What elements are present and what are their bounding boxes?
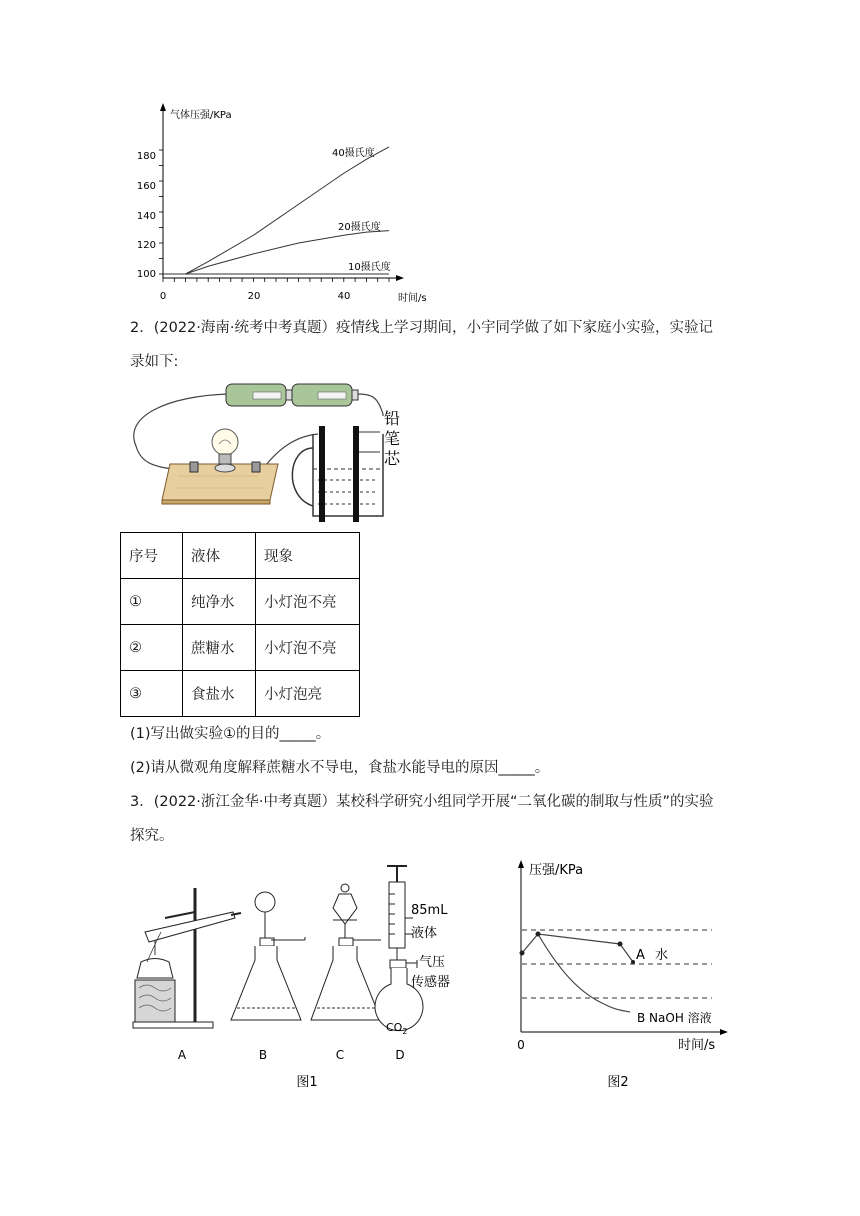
battery	[226, 384, 292, 406]
figure-2-caption: 图2	[607, 1075, 629, 1090]
apparatus-label-c: C	[335, 1048, 345, 1062]
y-tick-label: 180	[136, 151, 156, 162]
q2-stem-line2: 录如下:	[130, 354, 179, 370]
curve-point	[520, 951, 525, 956]
table-header: 现象	[256, 533, 360, 579]
table-cell: 食盐水	[183, 671, 256, 717]
pencil-lead	[353, 426, 359, 522]
board-side	[162, 500, 270, 504]
x-axis-arrow	[396, 275, 404, 281]
y-tick-label: 120	[136, 240, 156, 251]
wire	[134, 394, 228, 474]
x-tick-label: 0	[159, 291, 167, 302]
apparatus-label-b: B	[258, 1048, 268, 1062]
battery	[292, 384, 358, 406]
terminal	[190, 462, 198, 472]
table-cell: ③	[121, 671, 183, 717]
origin-label: 0	[517, 1038, 525, 1052]
table-cell: 小灯泡不亮	[256, 625, 360, 671]
x-axis-title: 时间/s	[398, 293, 427, 304]
y-axis-title: 气体压强/KPa	[170, 110, 232, 121]
table-header: 液体	[183, 533, 256, 579]
table-row	[121, 625, 360, 671]
y-tick-label: 160	[136, 181, 156, 192]
series-label-20: 20摄氏度	[338, 222, 381, 233]
y-axis-arrow	[518, 860, 524, 868]
table-cell: 纯净水	[183, 579, 256, 625]
terminal	[252, 462, 260, 472]
apparatus-b	[231, 892, 305, 1020]
table-header: 序号	[121, 533, 183, 579]
pencil-lead	[319, 426, 325, 522]
pressure-time-chart	[120, 98, 440, 310]
curve-b-naoh	[538, 934, 630, 1012]
apparatus-a	[133, 888, 241, 1028]
series-label-10: 10摄氏度	[348, 262, 391, 273]
y-tick-label: 100	[136, 269, 156, 280]
q2-sub-question-2: (2)请从微观角度解释蔗糖水不导电，食盐水能导电的原因_____。	[130, 760, 550, 776]
liquid-label: 液体	[411, 926, 438, 941]
q2-sub-question-1: (1)写出做实验①的目的_____。	[130, 726, 331, 742]
y-axis-arrow	[160, 103, 166, 111]
experiment-table	[120, 532, 360, 717]
table-cell: 小灯泡不亮	[256, 579, 360, 625]
y-tick-label: 140	[136, 211, 156, 222]
syringe-volume-label: 85mL	[411, 903, 448, 918]
table-cell: 小灯泡亮	[256, 671, 360, 717]
apparatus-label-a: A	[177, 1048, 187, 1062]
pencil-label-3: 芯	[384, 449, 401, 468]
table-cell: ②	[121, 625, 183, 671]
co2-label: $CO_2$	[386, 1021, 408, 1036]
series-label-40: 40摄氏度	[332, 148, 375, 159]
q3-stem-line1: 3．(2022·浙江金华·中考真题）某校科学研究小组同学开展“二氧化碳的制取与性质”的实验	[130, 794, 714, 810]
figure-1-caption: 图1	[296, 1075, 318, 1090]
curve-a-liquid-label: 水	[655, 948, 669, 963]
x-tick-label: 40	[337, 291, 351, 302]
x-axis-title: 时间/s	[678, 1038, 716, 1053]
series-line-0	[163, 147, 389, 274]
table-cell: 蔗糖水	[183, 625, 256, 671]
q2-stem-line1: 2．(2022·海南·统考中考真题）疫情线上学习期间，小宇同学做了如下家庭小实验，实验记	[130, 320, 713, 336]
pencil-label-2: 笔	[384, 429, 401, 448]
y-axis-title: 压强/KPa	[529, 863, 584, 878]
q3-stem-line2: 探究。	[130, 828, 174, 844]
curve-point	[618, 942, 623, 947]
apparatus-figure	[125, 860, 475, 1095]
pencil-label-1: 铅	[384, 409, 401, 428]
table-row	[121, 671, 360, 717]
curve-b-label: B NaOH 溶液	[637, 1011, 712, 1025]
sensor-label-1: 气压	[419, 955, 446, 970]
curve-point	[631, 960, 635, 964]
curve-a-label: A	[636, 948, 645, 963]
x-axis-arrow	[720, 1029, 728, 1035]
table-row	[121, 579, 360, 625]
apparatus-label-d: D	[395, 1048, 405, 1062]
table-header-row	[121, 533, 360, 579]
apparatus-d	[375, 866, 423, 1031]
beaker	[292, 434, 383, 516]
series-lines	[163, 147, 389, 274]
curve-point	[536, 932, 541, 937]
sensor-label-2: 传感器	[411, 975, 451, 990]
table-cell: ①	[121, 579, 183, 625]
x-tick-label: 20	[247, 291, 261, 302]
curve-a-water	[522, 934, 633, 962]
apparatus-c	[311, 884, 381, 1020]
wire	[358, 394, 383, 416]
pressure-curve-figure	[500, 852, 740, 1092]
circuit-illustration	[128, 376, 428, 526]
